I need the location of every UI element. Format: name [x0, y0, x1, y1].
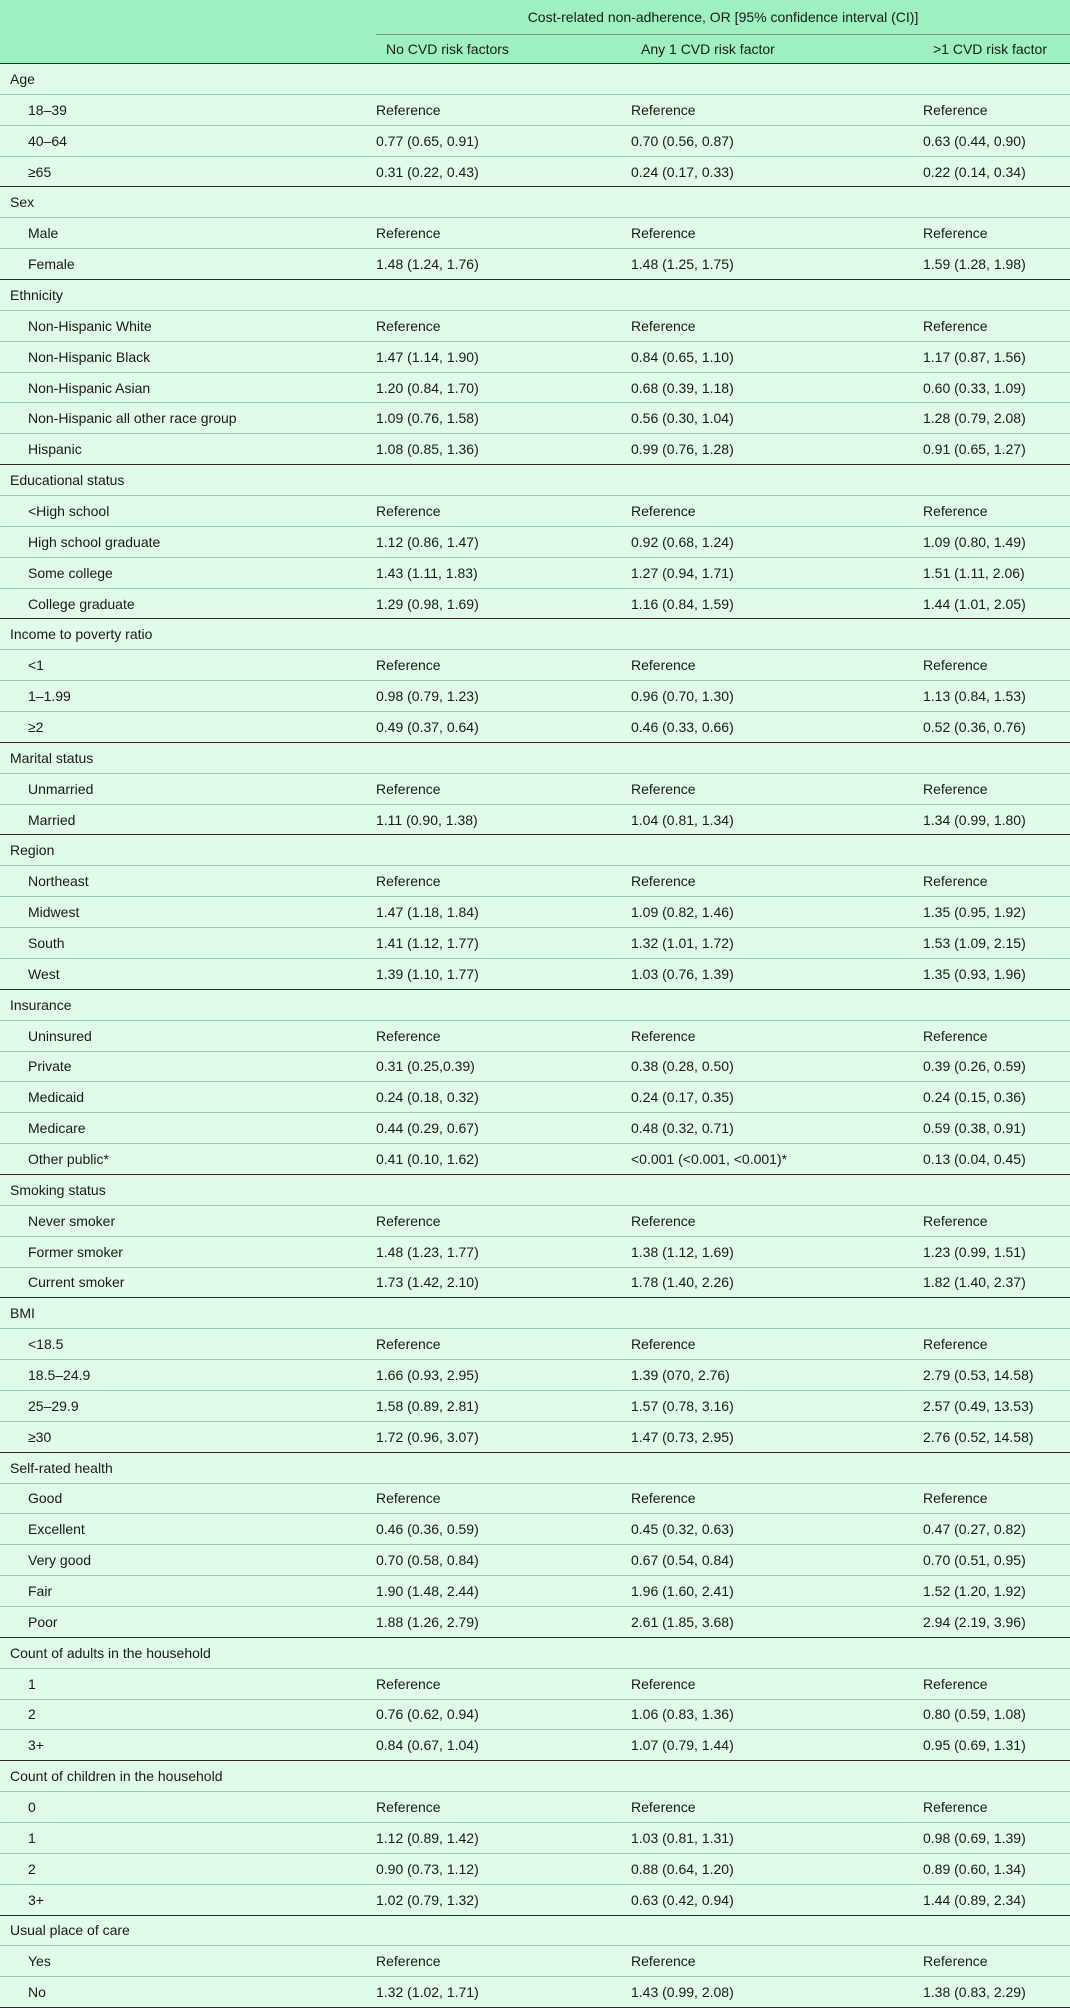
value-more-than-1-cvd: 1.53 (1.09, 2.15) [923, 934, 1026, 951]
group-row [0, 1298, 1070, 1329]
row-label: Poor [28, 1613, 58, 1630]
value-more-than-1-cvd: 0.95 (0.69, 1.31) [923, 1737, 1026, 1754]
row-label: Fair [28, 1583, 53, 1600]
row-label: Non-Hispanic Black [28, 348, 151, 365]
value-more-than-1-cvd: 0.24 (0.15, 0.36) [923, 1089, 1026, 1106]
group-label: Count of adults in the household [10, 1644, 211, 1661]
row-label: Midwest [28, 904, 80, 921]
value-more-than-1-cvd: 0.70 (0.51, 0.95) [923, 1552, 1026, 1569]
table-row [0, 1329, 1070, 1360]
header-span-label: Cost-related non-adherence, OR [95% confidence interval (CI)] [376, 0, 1070, 35]
table-row [0, 1853, 1070, 1884]
value-more-than-1-cvd: 0.60 (0.33, 1.09) [923, 379, 1026, 396]
table-row [0, 681, 1070, 712]
table-row [0, 1606, 1070, 1637]
row-label: 40–64 [28, 132, 67, 149]
value-no-cvd: 1.08 (0.85, 1.36) [376, 441, 479, 458]
table-row [0, 897, 1070, 928]
value-any-1-cvd: 0.38 (0.28, 0.50) [631, 1058, 734, 1075]
value-any-1-cvd: 1.48 (1.25, 1.75) [631, 256, 734, 273]
value-no-cvd: 1.43 (1.11, 1.83) [376, 564, 478, 581]
value-no-cvd: 1.58 (0.89, 2.81) [376, 1397, 479, 1414]
row-label: 3+ [28, 1737, 44, 1754]
value-no-cvd: 0.70 (0.58, 0.84) [376, 1552, 479, 1569]
table-row [0, 1051, 1070, 1082]
value-any-1-cvd: 0.68 (0.39, 1.18) [631, 379, 734, 396]
group-row [0, 1637, 1070, 1668]
value-any-1-cvd: 1.38 (1.12, 1.69) [631, 1243, 734, 1260]
table-row [0, 866, 1070, 897]
table-row [0, 1699, 1070, 1730]
value-any-1-cvd: Reference [631, 1799, 696, 1816]
value-any-1-cvd: 0.99 (0.76, 1.28) [631, 441, 734, 458]
value-no-cvd: Reference [376, 1953, 441, 1970]
table-row [0, 712, 1070, 743]
group-label: Usual place of care [10, 1922, 130, 1939]
value-no-cvd: 0.90 (0.73, 1.12) [376, 1860, 479, 1877]
row-label: Uninsured [28, 1027, 92, 1044]
group-row [0, 742, 1070, 773]
value-no-cvd: Reference [376, 1336, 441, 1353]
value-any-1-cvd: 1.96 (1.60, 2.41) [631, 1583, 734, 1600]
value-no-cvd: 1.47 (1.14, 1.90) [376, 348, 479, 365]
value-more-than-1-cvd: Reference [923, 101, 988, 118]
value-no-cvd: 1.90 (1.48, 2.44) [376, 1583, 479, 1600]
value-no-cvd: 0.31 (0.22, 0.43) [376, 163, 479, 180]
row-label: 1 [28, 1829, 36, 1846]
value-any-1-cvd: 0.46 (0.33, 0.66) [631, 718, 734, 735]
header-blank-cell [0, 35, 376, 64]
value-more-than-1-cvd: 1.09 (0.80, 1.49) [923, 533, 1026, 550]
row-label: Excellent [28, 1521, 85, 1538]
value-more-than-1-cvd: Reference [923, 317, 988, 334]
value-any-1-cvd: 1.04 (0.81, 1.34) [631, 811, 734, 828]
group-row [0, 989, 1070, 1020]
group-label: Age [10, 70, 35, 87]
value-no-cvd: Reference [376, 657, 441, 674]
value-any-1-cvd: 0.24 (0.17, 0.33) [631, 163, 734, 180]
row-label: Female [28, 256, 75, 273]
row-label: Unmarried [28, 780, 94, 797]
group-label: Educational status [10, 472, 125, 489]
value-no-cvd: Reference [376, 780, 441, 797]
value-any-1-cvd: Reference [631, 1212, 696, 1229]
table-row [0, 1668, 1070, 1699]
value-more-than-1-cvd: 1.44 (0.89, 2.34) [923, 1891, 1026, 1908]
value-any-1-cvd: 0.88 (0.64, 1.20) [631, 1860, 734, 1877]
row-label: College graduate [28, 595, 135, 612]
value-more-than-1-cvd: 2.76 (0.52, 14.58) [923, 1428, 1034, 1445]
table-row [0, 125, 1070, 156]
group-label: Ethnicity [10, 286, 63, 303]
group-row [0, 465, 1070, 496]
group-label: Marital status [10, 749, 94, 766]
column-header-more-than-1-cvd: >1 CVD risk factor [923, 35, 1070, 64]
row-label: <18.5 [28, 1336, 64, 1353]
value-any-1-cvd: Reference [631, 317, 696, 334]
value-no-cvd: Reference [376, 1675, 441, 1692]
value-any-1-cvd: 1.16 (0.84, 1.59) [631, 595, 734, 612]
value-no-cvd: 1.73 (1.42, 2.10) [376, 1274, 479, 1291]
row-label: <High school [28, 502, 110, 519]
row-label: <1 [28, 657, 44, 674]
table-row [0, 650, 1070, 681]
value-any-1-cvd: Reference [631, 1027, 696, 1044]
value-no-cvd: 0.76 (0.62, 0.94) [376, 1706, 479, 1723]
table-row [0, 496, 1070, 527]
value-more-than-1-cvd: Reference [923, 780, 988, 797]
value-more-than-1-cvd: Reference [923, 502, 988, 519]
row-label: Some college [28, 564, 113, 581]
value-any-1-cvd: <0.001 (<0.001, <0.001)* [631, 1151, 788, 1167]
value-any-1-cvd: Reference [631, 657, 696, 674]
table-row [0, 94, 1070, 125]
table-row [0, 1020, 1070, 1051]
value-more-than-1-cvd: 1.23 (0.99, 1.51) [923, 1243, 1026, 1260]
value-more-than-1-cvd: Reference [923, 1336, 988, 1353]
value-no-cvd: Reference [376, 1027, 441, 1044]
value-any-1-cvd: Reference [631, 1336, 696, 1353]
value-no-cvd: 0.77 (0.65, 0.91) [376, 132, 479, 149]
row-label: South [28, 934, 65, 951]
value-no-cvd: 1.32 (1.02, 1.71) [376, 1984, 479, 2001]
row-label: Private [28, 1058, 72, 1075]
value-more-than-1-cvd: 0.98 (0.69, 1.39) [923, 1829, 1026, 1846]
value-no-cvd: 1.11 (0.90, 1.38) [376, 811, 478, 828]
table-row [0, 403, 1070, 434]
table-row [0, 156, 1070, 187]
table-row [0, 1884, 1070, 1915]
value-any-1-cvd: 0.63 (0.42, 0.94) [631, 1891, 734, 1908]
value-more-than-1-cvd: 0.47 (0.27, 0.82) [923, 1521, 1026, 1538]
row-label: Very good [28, 1552, 92, 1569]
table-row [0, 341, 1070, 372]
value-more-than-1-cvd: 1.52 (1.20, 1.92) [923, 1583, 1026, 1600]
table-row [0, 1946, 1070, 1977]
row-label: 1 [28, 1675, 36, 1692]
row-label: West [28, 965, 60, 982]
value-no-cvd: 1.20 (0.84, 1.70) [376, 379, 479, 396]
value-more-than-1-cvd: 1.35 (0.95, 1.92) [923, 904, 1026, 921]
value-no-cvd: 0.31 (0.25,0.39) [376, 1058, 475, 1075]
row-label: Former smoker [28, 1243, 123, 1260]
row-label: Northeast [28, 873, 89, 890]
value-more-than-1-cvd: 1.28 (0.79, 2.08) [923, 410, 1026, 427]
header-row-columns [0, 35, 1070, 64]
value-any-1-cvd: 1.39 (070, 2.76) [631, 1367, 730, 1384]
value-no-cvd: Reference [376, 502, 441, 519]
group-label: Sex [10, 194, 35, 211]
value-more-than-1-cvd: 0.63 (0.44, 0.90) [923, 132, 1026, 149]
table-row [0, 557, 1070, 588]
row-label: Medicaid [28, 1089, 85, 1106]
value-any-1-cvd: 0.70 (0.56, 0.87) [631, 132, 734, 149]
value-any-1-cvd: 0.96 (0.70, 1.30) [631, 688, 734, 705]
table-row [0, 1082, 1070, 1113]
value-more-than-1-cvd: Reference [923, 225, 988, 242]
value-any-1-cvd: Reference [631, 101, 696, 118]
value-any-1-cvd: 1.06 (0.83, 1.36) [631, 1706, 734, 1723]
row-label: Non-Hispanic White [28, 317, 152, 334]
value-any-1-cvd: 1.09 (0.82, 1.46) [631, 904, 734, 921]
group-label: Count of children in the household [10, 1768, 223, 1785]
group-row [0, 835, 1070, 866]
value-any-1-cvd: 0.92 (0.68, 1.24) [631, 533, 734, 550]
value-no-cvd: 0.98 (0.79, 1.23) [376, 688, 479, 705]
value-any-1-cvd: 1.03 (0.81, 1.31) [631, 1829, 734, 1846]
value-no-cvd: 1.41 (1.12, 1.77) [376, 934, 479, 951]
group-label: Income to poverty ratio [10, 626, 153, 643]
table-row [0, 588, 1070, 619]
value-any-1-cvd: 0.84 (0.65, 1.10) [631, 348, 734, 365]
value-more-than-1-cvd: 0.80 (0.59, 1.08) [923, 1706, 1026, 1723]
value-more-than-1-cvd: Reference [923, 657, 988, 674]
table-body [0, 64, 1070, 2008]
row-label: Good [28, 1490, 63, 1507]
row-label: 2 [28, 1706, 36, 1723]
value-more-than-1-cvd: 0.59 (0.38, 0.91) [923, 1120, 1026, 1137]
table-row [0, 804, 1070, 835]
value-no-cvd: 1.09 (0.76, 1.58) [376, 410, 479, 427]
table-row [0, 1144, 1070, 1175]
group-row [0, 1452, 1070, 1483]
value-more-than-1-cvd: 0.13 (0.04, 0.45) [923, 1151, 1026, 1167]
row-label: 2 [28, 1860, 36, 1877]
value-any-1-cvd: 1.57 (0.78, 3.16) [631, 1397, 734, 1414]
value-more-than-1-cvd: 0.39 (0.26, 0.59) [923, 1058, 1026, 1075]
table-row [0, 1205, 1070, 1236]
value-more-than-1-cvd: Reference [923, 1799, 988, 1816]
value-no-cvd: 0.41 (0.10, 1.62) [376, 1151, 479, 1167]
value-no-cvd: 1.48 (1.24, 1.76) [376, 256, 479, 273]
table-row [0, 1483, 1070, 1514]
value-no-cvd: 1.12 (0.89, 1.42) [376, 1829, 479, 1846]
header-blank-cell [0, 0, 376, 35]
value-any-1-cvd: 1.03 (0.76, 1.39) [631, 965, 734, 982]
row-label: 18.5–24.9 [28, 1367, 91, 1384]
value-any-1-cvd: 0.56 (0.30, 1.04) [631, 410, 734, 427]
row-label: Current smoker [28, 1274, 125, 1291]
table-row [0, 1730, 1070, 1761]
row-label: Never smoker [28, 1212, 116, 1229]
table-row [0, 1236, 1070, 1267]
table-row [0, 928, 1070, 959]
table-row [0, 218, 1070, 249]
value-no-cvd: Reference [376, 873, 441, 890]
value-any-1-cvd: 0.24 (0.17, 0.35) [631, 1089, 734, 1106]
value-no-cvd: Reference [376, 1490, 441, 1507]
value-no-cvd: 1.12 (0.86, 1.47) [376, 533, 479, 550]
table-row [0, 249, 1070, 280]
row-label: ≥65 [28, 163, 52, 180]
value-more-than-1-cvd: 1.13 (0.84, 1.53) [923, 688, 1026, 705]
group-row [0, 1761, 1070, 1792]
value-any-1-cvd: Reference [631, 1675, 696, 1692]
group-row [0, 64, 1070, 95]
value-more-than-1-cvd: 2.79 (0.53, 14.58) [923, 1367, 1034, 1384]
table-row [0, 1390, 1070, 1421]
table-row [0, 1822, 1070, 1853]
value-more-than-1-cvd: 2.57 (0.49, 13.53) [923, 1397, 1034, 1414]
value-no-cvd: 1.39 (1.10, 1.77) [376, 965, 479, 982]
value-more-than-1-cvd: 2.94 (2.19, 3.96) [923, 1613, 1026, 1630]
row-label: 3+ [28, 1891, 44, 1908]
value-no-cvd: 1.72 (0.96, 3.07) [376, 1428, 479, 1445]
table-row [0, 434, 1070, 465]
row-label: Non-Hispanic Asian [28, 379, 151, 396]
table-row [0, 1113, 1070, 1144]
value-any-1-cvd: 0.48 (0.32, 0.71) [631, 1120, 734, 1137]
value-no-cvd: 0.24 (0.18, 0.32) [376, 1089, 479, 1106]
table-row [0, 1977, 1070, 2008]
value-any-1-cvd: Reference [631, 873, 696, 890]
value-more-than-1-cvd: 1.35 (0.93, 1.96) [923, 965, 1026, 982]
value-no-cvd: 1.47 (1.18, 1.84) [376, 904, 479, 921]
value-no-cvd: 1.02 (0.79, 1.32) [376, 1891, 479, 1908]
group-label: BMI [10, 1305, 35, 1322]
value-no-cvd: 0.46 (0.36, 0.59) [376, 1521, 479, 1538]
table-row [0, 958, 1070, 989]
value-more-than-1-cvd: 1.82 (1.40, 2.37) [923, 1274, 1026, 1291]
value-any-1-cvd: 0.45 (0.32, 0.63) [631, 1521, 734, 1538]
row-label: 1–1.99 [28, 688, 71, 705]
value-more-than-1-cvd: 1.59 (1.28, 1.98) [923, 256, 1026, 273]
column-header-no-cvd: No CVD risk factors [376, 35, 631, 64]
value-no-cvd: 0.84 (0.67, 1.04) [376, 1737, 479, 1754]
row-label: 18–39 [28, 101, 67, 118]
group-row [0, 619, 1070, 650]
row-label: No [28, 1984, 46, 2001]
value-no-cvd: 0.44 (0.29, 0.67) [376, 1120, 479, 1137]
row-label: Non-Hispanic all other race group [28, 410, 237, 427]
value-more-than-1-cvd: 0.89 (0.60, 1.34) [923, 1860, 1026, 1877]
value-any-1-cvd: 1.43 (0.99, 2.08) [631, 1984, 734, 2001]
row-label: Male [28, 225, 59, 242]
table-row [0, 1267, 1070, 1298]
value-more-than-1-cvd: Reference [923, 1675, 988, 1692]
row-label: Yes [28, 1953, 51, 1970]
value-any-1-cvd: 1.27 (0.94, 1.71) [631, 564, 734, 581]
value-more-than-1-cvd: Reference [923, 1490, 988, 1507]
value-any-1-cvd: Reference [631, 1953, 696, 1970]
value-more-than-1-cvd: 1.51 (1.11, 2.06) [923, 564, 1025, 581]
value-any-1-cvd: Reference [631, 225, 696, 242]
value-any-1-cvd: Reference [631, 502, 696, 519]
value-more-than-1-cvd: 1.38 (0.83, 2.29) [923, 1984, 1026, 2001]
value-more-than-1-cvd: Reference [923, 1027, 988, 1044]
value-any-1-cvd: 1.07 (0.79, 1.44) [631, 1737, 734, 1754]
row-label: High school graduate [28, 533, 161, 550]
table-row [0, 1792, 1070, 1823]
value-any-1-cvd: 1.32 (1.01, 1.72) [631, 934, 734, 951]
value-more-than-1-cvd: Reference [923, 1953, 988, 1970]
value-any-1-cvd: Reference [631, 780, 696, 797]
group-row [0, 187, 1070, 218]
header-row-span [0, 0, 1070, 35]
table-row [0, 1360, 1070, 1391]
row-label: ≥30 [28, 1428, 52, 1445]
value-no-cvd: 0.49 (0.37, 0.64) [376, 718, 479, 735]
value-no-cvd: 1.29 (0.98, 1.69) [376, 595, 479, 612]
table-row [0, 526, 1070, 557]
value-any-1-cvd: 0.67 (0.54, 0.84) [631, 1552, 734, 1569]
value-any-1-cvd: Reference [631, 1490, 696, 1507]
table-row [0, 310, 1070, 341]
table-row [0, 1514, 1070, 1545]
value-any-1-cvd: 1.78 (1.40, 2.26) [631, 1274, 734, 1291]
value-more-than-1-cvd: Reference [923, 873, 988, 890]
row-label: Hispanic [28, 441, 82, 458]
table-row [0, 773, 1070, 804]
value-no-cvd: Reference [376, 225, 441, 242]
value-no-cvd: 1.88 (1.26, 2.79) [376, 1613, 479, 1630]
row-label: Medicare [28, 1120, 86, 1137]
value-no-cvd: Reference [376, 101, 441, 118]
value-no-cvd: 1.66 (0.93, 2.95) [376, 1367, 479, 1384]
value-no-cvd: Reference [376, 317, 441, 334]
group-label: Insurance [10, 996, 72, 1013]
row-label: Married [28, 811, 76, 828]
table-row [0, 1576, 1070, 1607]
table-row [0, 1545, 1070, 1576]
row-label: Other public* [28, 1151, 109, 1167]
group-row [0, 280, 1070, 311]
table-header [0, 0, 1070, 64]
value-more-than-1-cvd: 1.34 (0.99, 1.80) [923, 811, 1026, 828]
table-row [0, 372, 1070, 403]
value-more-than-1-cvd: 1.44 (1.01, 2.05) [923, 595, 1026, 612]
value-more-than-1-cvd: 0.91 (0.65, 1.27) [923, 441, 1026, 458]
column-header-any-1-cvd: Any 1 CVD risk factor [631, 35, 923, 64]
value-more-than-1-cvd: 0.52 (0.36, 0.76) [923, 718, 1026, 735]
value-no-cvd: Reference [376, 1212, 441, 1229]
table-row [0, 1421, 1070, 1452]
value-more-than-1-cvd: Reference [923, 1212, 988, 1229]
value-any-1-cvd: 2.61 (1.85, 3.68) [631, 1613, 734, 1630]
row-label: 25–29.9 [28, 1397, 79, 1414]
group-row [0, 1174, 1070, 1205]
group-label: Self-rated health [10, 1459, 113, 1476]
row-label: ≥2 [28, 718, 44, 735]
group-row [0, 1915, 1070, 1946]
group-label: Region [10, 842, 55, 859]
value-more-than-1-cvd: 1.17 (0.87, 1.56) [923, 348, 1026, 365]
group-label: Smoking status [10, 1181, 106, 1198]
value-no-cvd: 1.48 (1.23, 1.77) [376, 1243, 479, 1260]
value-more-than-1-cvd: 0.22 (0.14, 0.34) [923, 163, 1026, 180]
row-label: 0 [28, 1799, 36, 1816]
value-any-1-cvd: 1.47 (0.73, 2.95) [631, 1428, 734, 1445]
value-no-cvd: Reference [376, 1799, 441, 1816]
